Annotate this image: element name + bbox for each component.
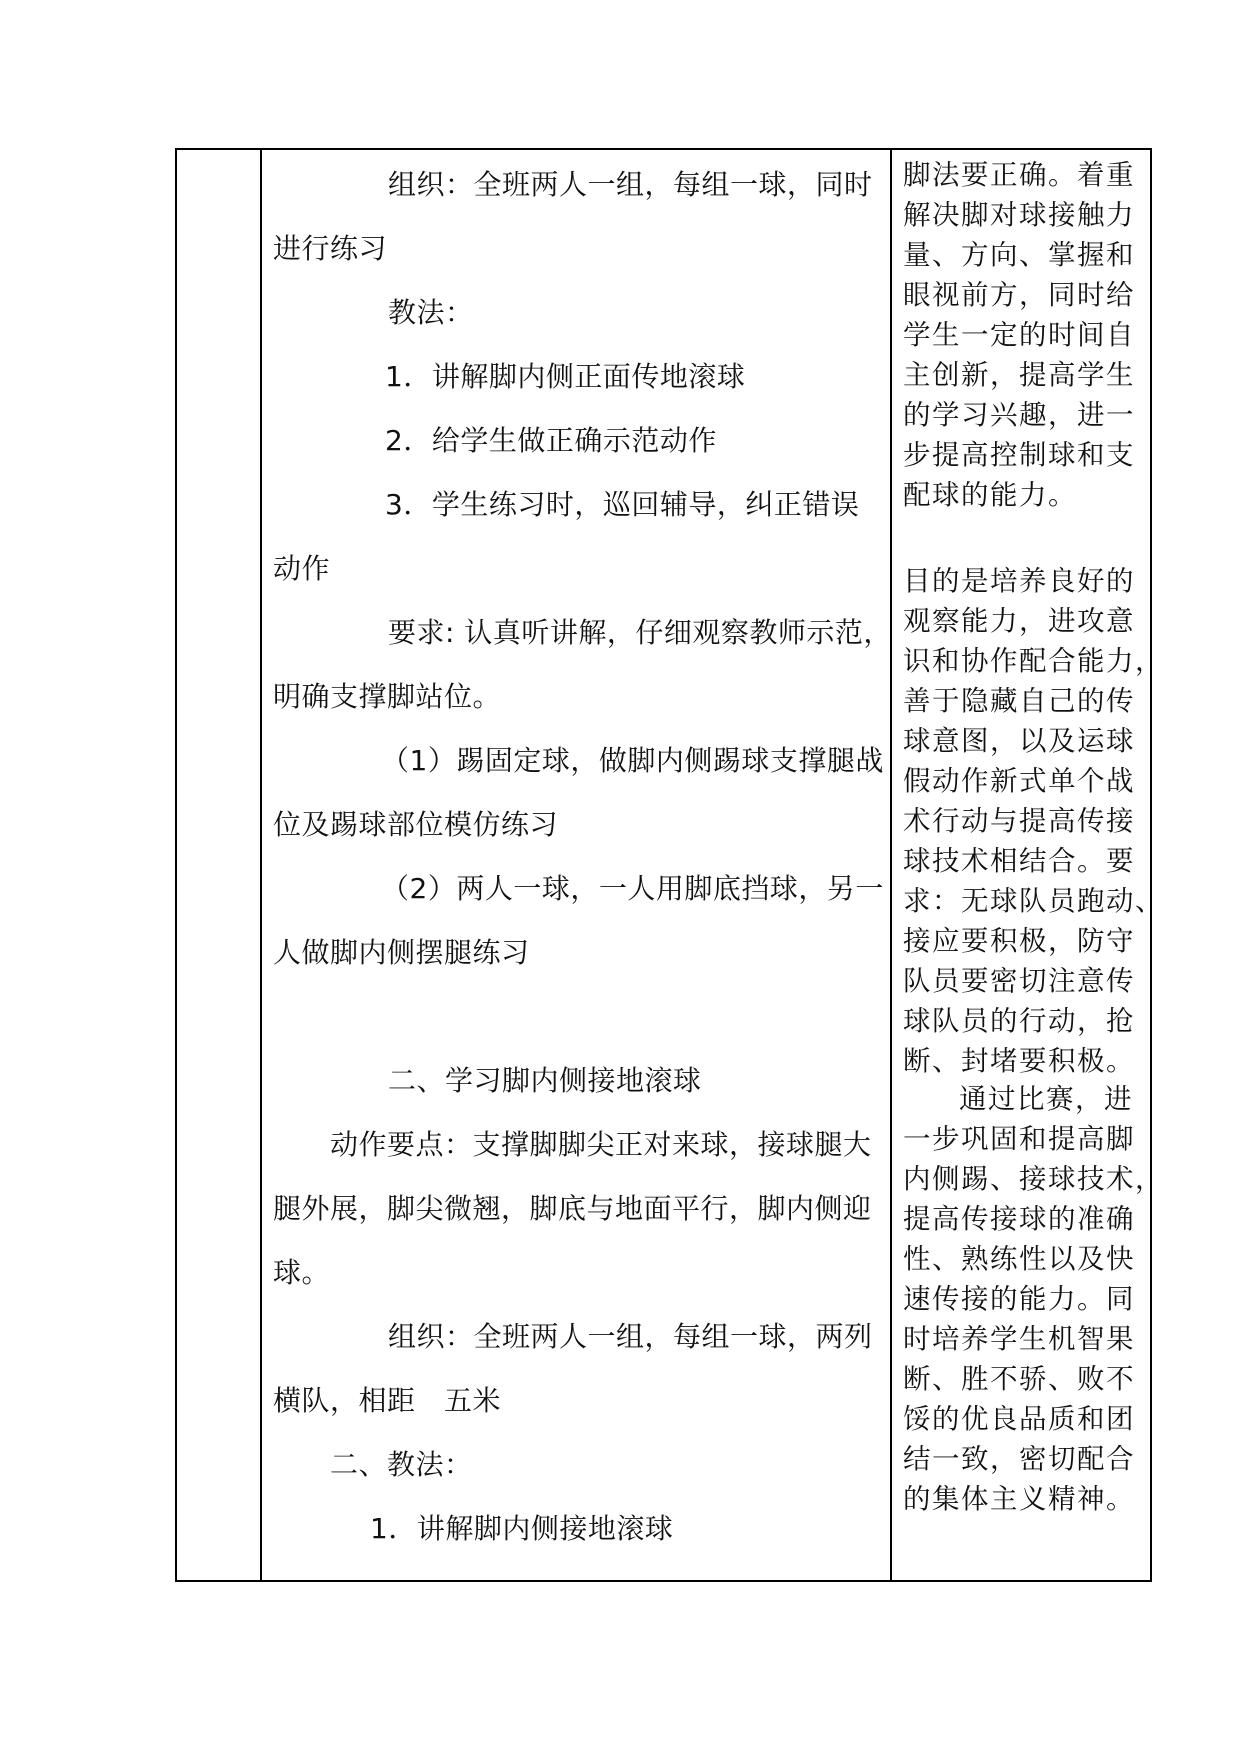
side-line: 球队员的行动，抢 [903, 1005, 1135, 1037]
side-line: 量、方向、掌握和 [903, 239, 1135, 271]
main-line: 动作要点：支撑脚脚尖正对来球，接球腿大 [330, 1128, 872, 1161]
main-line: 腿外展，脚尖微翘，脚底与地面平行，脚内侧迎 [273, 1192, 872, 1225]
main-line: 横队，相距 五米 [273, 1384, 502, 1417]
main-line: （1）踢固定球，做脚内侧踢球支撑腿战 [381, 744, 884, 777]
main-line: 动作 [273, 552, 331, 585]
side-line: 眼视前方，同时给 [903, 279, 1135, 311]
main-line: 1．讲解脚内侧接地滚球 [370, 1512, 674, 1545]
side-line: 通过比赛，进 [959, 1083, 1133, 1115]
main-line: 二、教法： [330, 1448, 473, 1481]
column-divider-right [890, 150, 892, 1580]
side-line: 识和协作配合能力， [903, 645, 1164, 677]
main-line: 要求: 认真听讲解，仔细观察教师示范， [388, 616, 892, 649]
main-line: 球。 [273, 1256, 331, 1289]
side-line: 断、胜不骄、败不 [903, 1363, 1135, 1395]
lesson-plan-table [175, 148, 1164, 1582]
teaching-content-column [273, 150, 892, 1580]
side-line: 速传接的能力。同 [903, 1283, 1135, 1315]
main-line: 组织：全班两人一组，每组一球，同时 [388, 168, 873, 201]
main-line: 3．学生练习时，巡回辅导，纠正错误 [385, 488, 860, 521]
main-line: 二、学习脚内侧接地滚球 [388, 1064, 702, 1097]
side-line: 的学习兴趣，进一 [903, 399, 1135, 431]
side-line: 时培养学生机智果 [903, 1323, 1135, 1355]
main-line: 2．给学生做正确示范动作 [385, 424, 717, 457]
side-line: 学生一定的时间自 [903, 319, 1135, 351]
side-line: 性、熟练性以及快 [903, 1243, 1135, 1275]
side-line: 求：无球队员跑动、 [903, 885, 1164, 917]
side-line: 脚法要正确。着重 [903, 159, 1135, 191]
side-line: 队员要密切注意传 [903, 965, 1135, 997]
main-line: 明确支撑脚站位。 [273, 680, 502, 713]
side-line: 球技术相结合。要 [903, 845, 1135, 877]
side-line: 解决脚对球接触力 [903, 199, 1135, 231]
main-line: （2）两人一球，一人用脚底挡球，另一 [381, 872, 884, 905]
side-line: 善于隐藏自己的传 [903, 685, 1135, 717]
side-line: 步提高控制球和支 [903, 439, 1135, 471]
main-line: 位及踢球部位模仿练习 [273, 808, 559, 841]
side-line: 假动作新式单个战 [903, 765, 1135, 797]
column-divider-left [260, 150, 262, 1580]
side-line: 内侧踢、接球技术， [903, 1163, 1164, 1195]
main-line: 人做脚内侧摆腿练习 [273, 936, 530, 969]
purpose-notes-column [903, 150, 1164, 1580]
side-line: 术行动与提高传接 [903, 805, 1135, 837]
side-line: 主创新，提高学生 [903, 359, 1135, 391]
side-line: 配球的能力。 [903, 479, 1077, 511]
side-line: 提高传接球的准确 [903, 1203, 1135, 1235]
main-line: 组织：全班两人一组，每组一球，两列 [388, 1320, 873, 1353]
side-line: 结一致，密切配合 [903, 1443, 1135, 1475]
main-line: 进行练习 [273, 232, 388, 265]
side-line: 接应要积极，防守 [903, 925, 1135, 957]
side-line: 目的是培养良好的 [903, 565, 1135, 597]
side-line: 断、封堵要积极。 [903, 1045, 1135, 1077]
main-line: 教法： [388, 296, 474, 329]
side-line: 球意图，以及运球 [903, 725, 1135, 757]
side-line: 一步巩固和提高脚 [903, 1123, 1135, 1155]
side-line: 的集体主义精神。 [903, 1483, 1135, 1515]
side-line: 观察能力，进攻意 [903, 605, 1135, 637]
main-line: 1．讲解脚内侧正面传地滚球 [385, 360, 746, 393]
side-line: 馁的优良品质和团 [903, 1403, 1135, 1435]
